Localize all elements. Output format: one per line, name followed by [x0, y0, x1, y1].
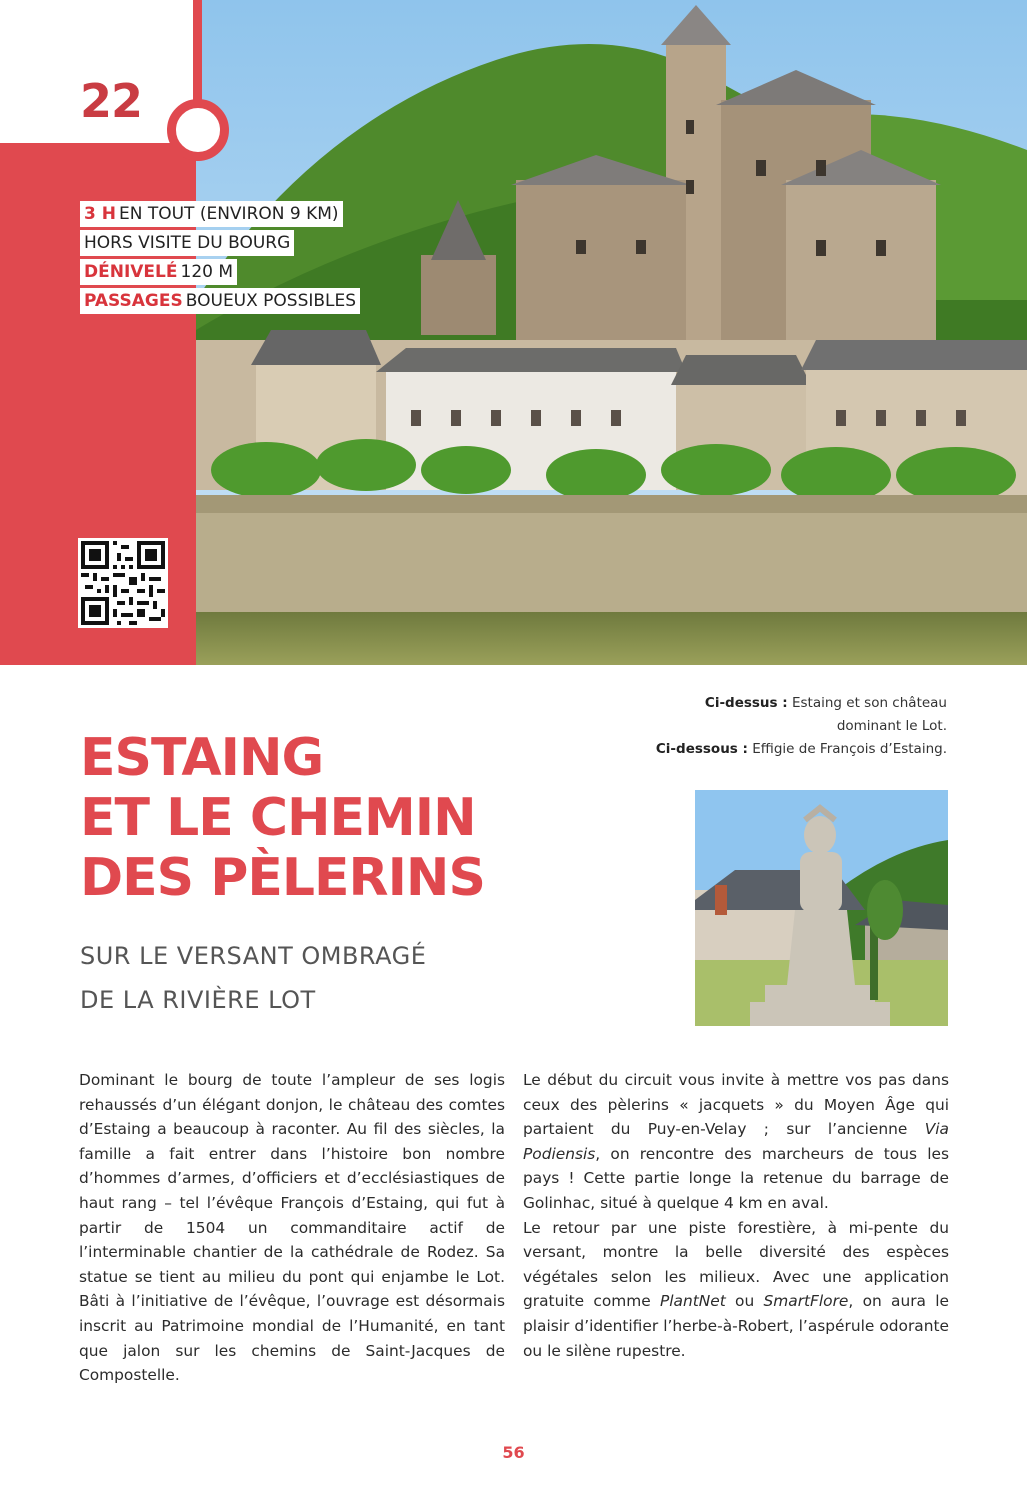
caption-below-text: Effigie de François d’Estaing. [752, 741, 947, 757]
route-marker-circle-icon [167, 99, 229, 161]
photo-captions [587, 692, 947, 761]
body-paragraph-left: Dominant le bourg de toute l’ampleur de ses logis rehaussés d’un élégant donjon, le château des comtes d’Estaing a beaucoup à raconter. Au fil des siècles, la famille a fait entrer dans l’histoire bon nombre d’hommes d’armes, d’officiers et d’ecclésiastiques de haut rang – tel l’évêque François d’Estaing, qui fut à partir de 1504 un commanditaire actif de l’interminable chantier de la cathédrale de Rodez. Sa statue se tient au milieu du pont qui enjambe le Lot. Bâti à l’initiative de l’évêque, l’ouvrage est désormais inscrit au Patrimoine mondial de l’Humanité, en tant que jalon sur les chemins de Saint-Jacques de Compostelle. [79, 1071, 505, 1385]
route-marker-line [193, 0, 202, 105]
title-line-3: DES PÈLERINS [80, 848, 485, 908]
body-paragraph-right-2: Le retour par une piste forestière, à mi-pente du versant, montre la belle diversité des espèces végétales selon les milieux. Avec une application gratuite comme PlantNet ou SmartFlore, on aura le plaisir d’identifier l’herbe-à-Robert, l’aspérule odorante ou le silène rupestre. [523, 1218, 949, 1360]
page-number: 56 [502, 1443, 525, 1462]
hero-photo-estaing-castle [196, 0, 1027, 665]
caption-above-label: Ci-dessus : [704, 695, 788, 711]
info-duration: 3 H EN TOUT (ENVIRON 9 KM) [80, 200, 360, 229]
route-number: 22 [80, 74, 143, 128]
title-line-1: ESTAING [80, 728, 324, 788]
caption-above-text-cont: dominant le Lot. [836, 718, 947, 734]
info-muddy-passages: PASSAGES BOUEUX POSSIBLES [80, 287, 360, 316]
caption-above-text: Estaing et son château [791, 695, 947, 711]
statue-illustration [695, 790, 948, 1026]
body-paragraph-right-1: Le début du circuit vous invite à mettre vos pas dans ceux des pèlerins « jacquets » du Moyen Âge qui partaient du Puy-en-Velay ; sur l’ancienne Via Podiensis, on rencontre des marcheurs de tous les pays ! Cette partie longe la retenue du barrage de Golinhac, situé à quelque 4 km en aval. [523, 1071, 949, 1212]
article-title [80, 728, 640, 908]
info-excluding-visit: HORS VISITE DU BOURG [80, 229, 360, 258]
qr-code-icon[interactable] [78, 538, 168, 628]
article-subtitle [80, 934, 640, 1022]
subtitle-line-1: SUR LE VERSANT OMBRAGÉ [80, 942, 427, 970]
statue-photo-francois-estaing [695, 790, 948, 1026]
body-column-left [79, 1068, 505, 1388]
caption-below-label: Ci-dessous : [655, 741, 748, 757]
body-column-right [523, 1068, 949, 1363]
title-line-2: ET LE CHEMIN [80, 788, 476, 848]
route-info-box [80, 200, 360, 316]
castle-landscape-illustration [196, 0, 1027, 665]
subtitle-line-2: DE LA RIVIÈRE LOT [80, 986, 316, 1014]
info-elevation: DÉNIVELÉ 120 M [80, 258, 360, 287]
